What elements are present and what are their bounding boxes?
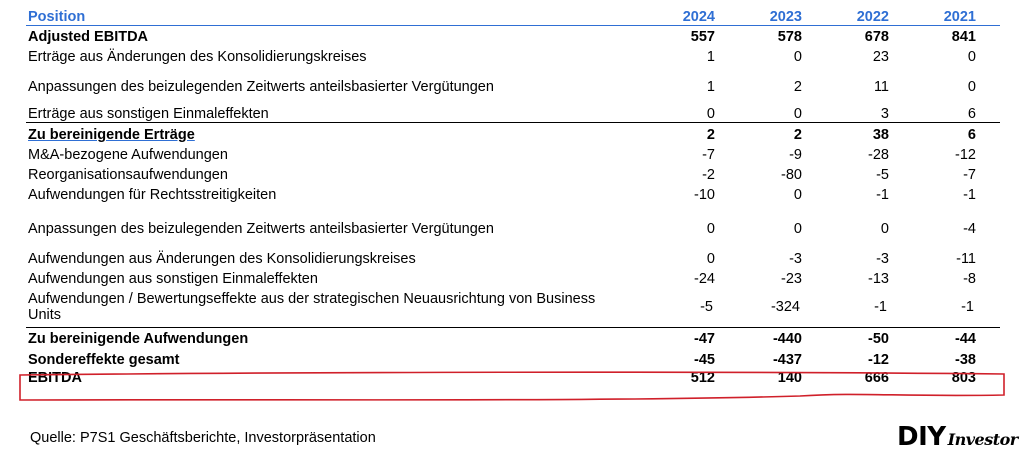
table-header xyxy=(26,6,1000,26)
logo-main: DIY xyxy=(897,422,946,452)
table-row: M&A-bezogene Aufwendungen -7 -9 -28 -12 xyxy=(28,147,976,163)
table-row: Aufwendungen für Rechtsstreitigkeiten -10 0 -1 -1 xyxy=(28,187,976,203)
table-row: Sondereffekte gesamt -45 -437 -12 -38 xyxy=(28,352,976,368)
table-row: EBITDA 512 140 666 803 xyxy=(28,370,976,386)
logo-sub: Investor xyxy=(947,430,1018,449)
table-row: Adjusted EBITDA 557 578 678 841 xyxy=(28,29,976,45)
table-row: Reorganisationsaufwendungen -2 -80 -5 -7 xyxy=(28,167,976,183)
table-row: Aufwendungen / Bewertungseffekte aus der strategischen Neuausrichtung von Business Units -5 -324 -1 -1 xyxy=(28,291,974,323)
source-note: Quelle: P7S1 Geschäftsberichte, Investorpräsentation xyxy=(30,430,376,446)
table-row: Erträge aus Änderungen des Konsolidierungskreises 1 0 23 0 xyxy=(28,49,976,65)
table-row: Zu bereinigende Aufwendungen -47 -440 -50 -44 xyxy=(26,327,1000,347)
table-row: Erträge aus sonstigen Einmaleffekten 0 0 3 6 xyxy=(28,106,976,122)
table-row: Anpassungen des beizulegenden Zeitwerts anteilsbasierter Vergütungen 0 0 0 -4 xyxy=(28,221,976,237)
diy-investor-logo xyxy=(897,422,1018,452)
table-row: Aufwendungen aus Änderungen des Konsolidierungskreises 0 -3 -3 -11 xyxy=(28,251,976,267)
header-2024: 2024 xyxy=(682,9,715,25)
header-2021: 2021 xyxy=(943,9,976,25)
table-row: Anpassungen des beizulegenden Zeitwerts anteilsbasierter Vergütungen 1 2 11 0 xyxy=(28,79,976,95)
header-2022: 2022 xyxy=(856,9,889,25)
table-row: Zu bereinigende Erträge 2 2 38 6 xyxy=(26,122,1000,143)
table-row: Aufwendungen aus sonstigen Einmaleffekten -24 -23 -13 -8 xyxy=(28,271,976,287)
header-position: Position xyxy=(28,9,86,25)
financial-table xyxy=(26,6,1000,386)
header-2023: 2023 xyxy=(769,9,802,25)
